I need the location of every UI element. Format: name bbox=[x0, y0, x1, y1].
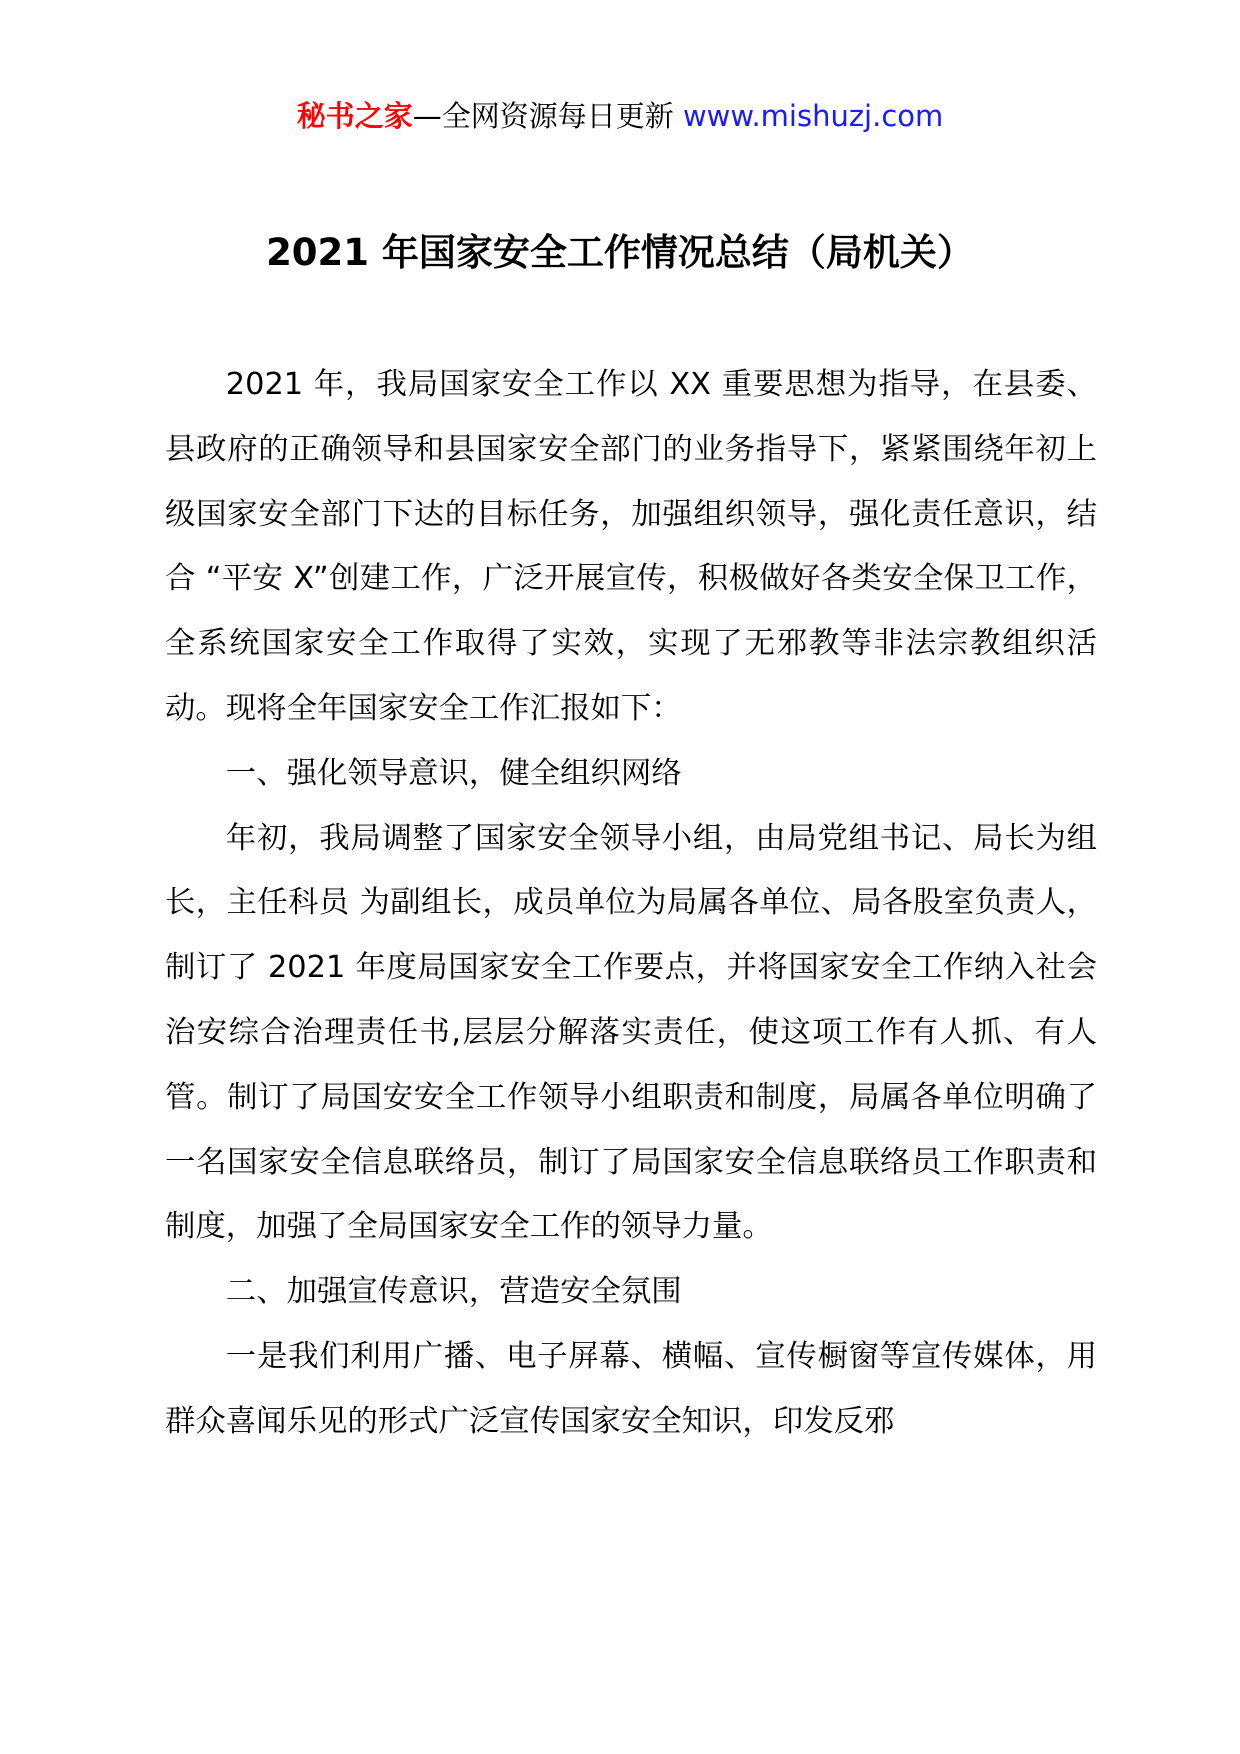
paragraph-section-2: 一是我们利用广播、电子屏幕、横幅、宣传橱窗等宣传媒体，用群众喜闻乐见的形式广泛宣传国家安全知识，印发反邪 bbox=[165, 1338, 1097, 1439]
paragraph-section-1: 年初，我局调整了国家安全领导小组，由局党组书记、局长为组长，主任科员 为副组长，成员单位为局属各单位、局各股室负责人，制订了 2021 年度局国家安全工作要点，并将国家安全工作纳入社会治安综合治理责任书,层层分解落实责任，使这项工作有人抓、有人管。制订了局国安安全工作领导小组职责和制度，局属各单位明确了一名国家安全信息联络员，制订了局国家安全信息联络员工作职责和制度，加强了全局国家安全工作的领导力量。 bbox=[165, 820, 1097, 1245]
section-heading-2: 二、加强宣传意识，营造安全氛围 bbox=[225, 1274, 682, 1310]
banner-tagline: —全网资源每日更新 bbox=[412, 99, 674, 133]
site-banner bbox=[0, 96, 1240, 136]
brand-name: 秘书之家 bbox=[296, 99, 413, 133]
site-url-link[interactable]: www.mishuzj.com bbox=[682, 99, 944, 133]
section-heading-1: 一、强化领导意识，健全组织网络 bbox=[225, 755, 682, 791]
document-body bbox=[165, 353, 1097, 1455]
document-title: 2021 年国家安全工作情况总结（局机关） bbox=[266, 231, 974, 274]
paragraph-intro: 2021 年，我局国家安全工作以 XX 重要思想为指导，在县委、县政府的正确领导和县国家安全部门的业务指导下，紧紧围绕年初上级国家安全部门下达的目标任务，加强组织领导，强化责任意识，结合 “平安 X”创建工作，广泛开展宣传，积极做好各类安全保卫工作，全系统国家安全工作取得了实效，实现了无邪教等非法宗教组织活动。现将全年国家安全工作汇报如下： bbox=[165, 367, 1097, 726]
